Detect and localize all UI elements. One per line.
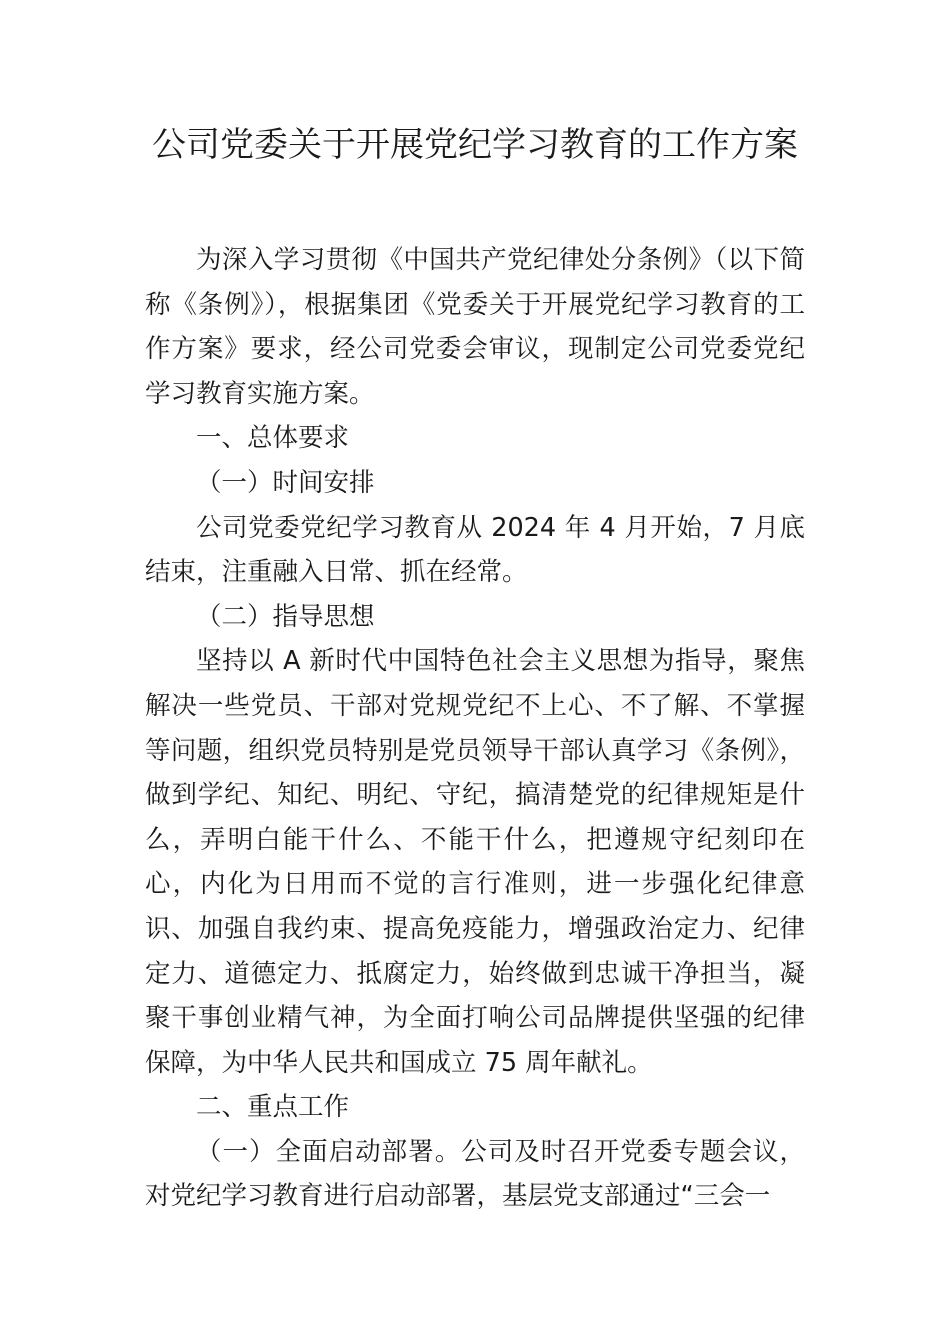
document-title: 公司党委关于开展党纪学习教育的工作方案 <box>152 125 798 165</box>
heading-key-work: 二、重点工作 <box>196 1092 350 1123</box>
document-body <box>145 238 805 1219</box>
subheading-guiding-thought: （二）指导思想 <box>196 601 375 632</box>
paragraph-schedule: 公司党委党纪学习教育从 2024 年 4 月开始，7 月底结束，注重融入日常、抓在经常。 <box>145 512 805 588</box>
paragraph-intro: 为深入学习贯彻《中国共产党纪律处分条例》（以下简称《条例》），根据集团《党委关于开展党纪学习教育的工作方案》要求，经公司党委会审议，现制定公司党委党纪学习教育实施方案。 <box>145 245 805 409</box>
subheading-schedule: （一）时间安排 <box>196 467 375 498</box>
paragraph-launch-deployment: （一）全面启动部署。公司及时召开党委专题会议，对党纪学习教育进行启动部署，基层党支部通过“三会一 <box>145 1136 805 1212</box>
heading-general-requirements: 一、总体要求 <box>196 423 350 454</box>
paragraph-guiding-thought: 坚持以 A 新时代中国特色社会主义思想为指导，聚焦解决一些党员、干部对党规党纪不上心、不了解、不掌握等问题，组织党员特别是党员领导干部认真学习《条例》，做到学纪、知纪、明纪、守纪，搞清楚党的纪律规矩是什么，弄明白能干什么、不能干什么，把遵规守纪刻印在心，内化为日用而不觉的言行准则，进一步强化纪律意识、加强自我约束、提高免疫能力，增强政治定力、纪律定力、道德定力、抵腐定力，始终做到忠诚干净担当，凝聚干事创业精气神，为全面打响公司品牌提供坚强的纪律保障，为中华人民共和国成立 75 周年献礼。 <box>145 646 805 1078</box>
